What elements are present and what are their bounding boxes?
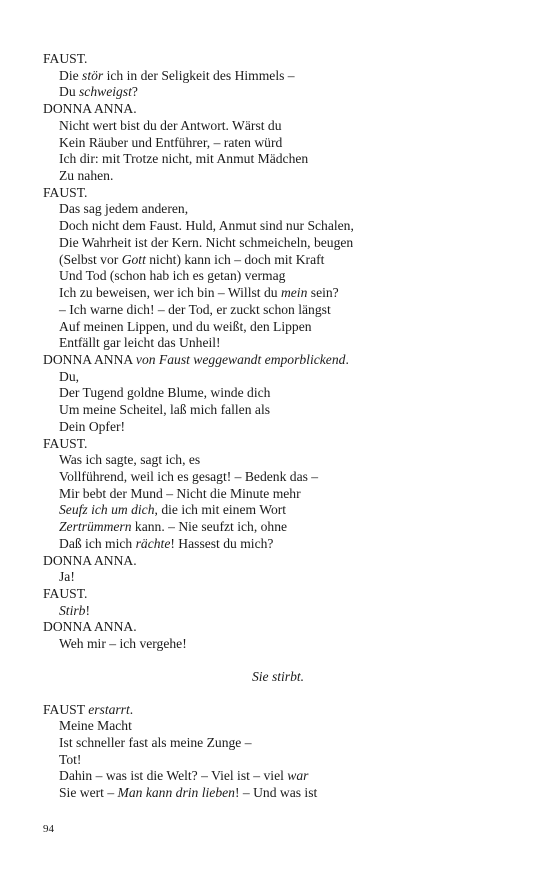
speaker-line bbox=[43, 586, 513, 603]
italic-text: war bbox=[287, 768, 309, 784]
italic-text: Zertrümmern bbox=[59, 519, 132, 535]
verse-line bbox=[43, 419, 513, 436]
speaker-line bbox=[43, 619, 513, 636]
verse-line bbox=[43, 569, 513, 586]
verse-line bbox=[43, 636, 513, 653]
text-segment: kann. – Nie seufzt ich, ohne bbox=[131, 519, 288, 535]
text-segment: FAUST. bbox=[43, 435, 88, 451]
verse-line bbox=[43, 785, 513, 802]
text-segment: Weh mir – ich vergehe! bbox=[59, 636, 187, 652]
italic-text: Man kann drin lieben bbox=[117, 785, 235, 801]
verse-line bbox=[43, 252, 513, 269]
speaker-line bbox=[43, 436, 513, 453]
text-segment: ? bbox=[131, 84, 138, 100]
text-segment: . bbox=[129, 701, 134, 717]
speaker-line bbox=[43, 51, 513, 68]
italic-text: schweigst bbox=[79, 84, 132, 100]
text-segment: sein? bbox=[307, 285, 339, 301]
verse-line bbox=[43, 752, 513, 769]
verse-line bbox=[43, 402, 513, 419]
italic-text: Sie stirbt. bbox=[251, 668, 305, 684]
text-segment: Du bbox=[59, 84, 80, 100]
verse-line bbox=[43, 369, 513, 386]
italic-text: erstarrt bbox=[88, 701, 130, 717]
text-segment: DONNA ANNA. bbox=[43, 552, 137, 568]
text-segment: Auf meinen Lippen, und du weißt, den Lippen bbox=[59, 318, 312, 334]
verse-line bbox=[43, 519, 513, 536]
text-segment: Ist schneller fast als meine Zunge – bbox=[59, 735, 252, 751]
verse-line bbox=[43, 201, 513, 218]
text-segment: Vollführend, weil ich es gesagt! – Bedenk das – bbox=[59, 468, 319, 484]
verse-line bbox=[43, 502, 513, 519]
italic-text: mein bbox=[280, 285, 308, 301]
italic-text: stör bbox=[82, 67, 104, 83]
page-number: 94 bbox=[43, 823, 54, 835]
text-segment: Kein Räuber und Entführer, – raten würd bbox=[59, 134, 283, 150]
text-segment: Zu nahen. bbox=[59, 168, 114, 184]
speaker-line bbox=[43, 101, 513, 118]
verse-line bbox=[43, 486, 513, 503]
verse-line bbox=[43, 268, 513, 285]
verse-line bbox=[43, 218, 513, 235]
text-segment: FAUST. bbox=[43, 586, 88, 601]
text-segment: Der Tugend goldne Blume, winde dich bbox=[59, 385, 271, 401]
text-segment: Tot! bbox=[59, 751, 82, 767]
verse-line bbox=[43, 235, 513, 252]
verse-line bbox=[43, 335, 513, 352]
stage-direction bbox=[43, 669, 513, 686]
text-segment: FAUST bbox=[43, 701, 89, 717]
text-segment: , die ich mit einem Wort bbox=[154, 502, 287, 518]
verse-line bbox=[43, 768, 513, 785]
text-segment: DONNA ANNA. bbox=[43, 101, 137, 117]
text-segment: Sie wert – bbox=[59, 785, 118, 801]
text-segment: . bbox=[345, 351, 349, 367]
italic-text: von Faust weggewandt emporblickend bbox=[135, 351, 346, 367]
verse-line bbox=[43, 469, 513, 486]
verse-line bbox=[43, 319, 513, 336]
text-segment: ! Hassest du mich? bbox=[170, 535, 274, 551]
verse-line bbox=[43, 385, 513, 402]
verse-line bbox=[43, 135, 513, 152]
speaker-line bbox=[43, 553, 513, 570]
text-segment: – Ich warne dich! – der Tod, er zuckt schon längst bbox=[59, 301, 331, 317]
text-segment: Du, bbox=[59, 368, 80, 384]
verse-line bbox=[43, 603, 513, 620]
verse-line bbox=[43, 536, 513, 553]
speaker-line bbox=[43, 702, 513, 719]
italic-text: rächte bbox=[135, 535, 171, 551]
text-segment: Doch nicht dem Faust. Huld, Anmut sind nur Schalen, bbox=[59, 218, 354, 234]
text-segment: Um meine Scheitel, laß mich fallen als bbox=[59, 402, 271, 418]
text-segment: DONNA ANNA bbox=[43, 351, 136, 367]
text-segment: (Selbst vor bbox=[59, 251, 122, 267]
text-segment: Mir bebt der Mund – Nicht die Minute mehr bbox=[59, 485, 301, 501]
text-segment: ! bbox=[85, 602, 90, 618]
verse-line bbox=[43, 452, 513, 469]
text-segment: Meine Macht bbox=[59, 718, 132, 734]
text-segment: ! – Und was ist bbox=[234, 785, 318, 801]
verse-line bbox=[43, 118, 513, 135]
text-segment: Ich dir: mit Trotze nicht, mit Anmut Mädchen bbox=[59, 151, 309, 167]
verse-line bbox=[43, 735, 513, 752]
text-segment: FAUST. bbox=[43, 184, 88, 200]
text-segment: Entfällt gar leicht das Unheil! bbox=[59, 335, 221, 351]
italic-text: Seufz ich um dich bbox=[59, 502, 155, 518]
text-segment: Daß ich mich bbox=[59, 535, 136, 551]
text-segment: Die bbox=[59, 67, 83, 83]
speaker-line bbox=[43, 185, 513, 202]
text-segment: DONNA ANNA. bbox=[43, 619, 137, 635]
text-segment: Ja! bbox=[59, 569, 75, 585]
text-segment: nicht) kann ich – doch mit Kraft bbox=[145, 251, 325, 267]
verse-line bbox=[43, 302, 513, 319]
italic-text: Gott bbox=[121, 251, 146, 267]
verse-line bbox=[43, 84, 513, 101]
text-segment: Und Tod (schon hab ich es getan) vermag bbox=[59, 268, 286, 284]
verse-line bbox=[43, 151, 513, 168]
speaker-line bbox=[43, 352, 513, 369]
italic-text: Stirb bbox=[59, 602, 86, 618]
text-segment: Nicht wert bist du der Antwort. Wärst du bbox=[59, 117, 282, 133]
text-segment: Was ich sagte, sagt ich, es bbox=[59, 452, 201, 468]
page-text bbox=[43, 51, 513, 802]
text-segment: FAUST. bbox=[43, 51, 88, 66]
text-segment: Dahin – was ist die Welt? – Viel ist – viel bbox=[59, 768, 288, 784]
text-segment: Dein Opfer! bbox=[59, 418, 126, 434]
verse-line bbox=[43, 285, 513, 302]
text-segment: Ich zu beweisen, wer ich bin – Willst du bbox=[59, 285, 281, 301]
verse-line bbox=[43, 68, 513, 85]
text-segment: ich in der Seligkeit des Himmels – bbox=[103, 67, 295, 83]
text-segment: Das sag jedem anderen, bbox=[59, 201, 189, 217]
text-segment: Die Wahrheit ist der Kern. Nicht schmeicheln, beugen bbox=[59, 234, 354, 250]
verse-line bbox=[43, 718, 513, 735]
verse-line bbox=[43, 168, 513, 185]
